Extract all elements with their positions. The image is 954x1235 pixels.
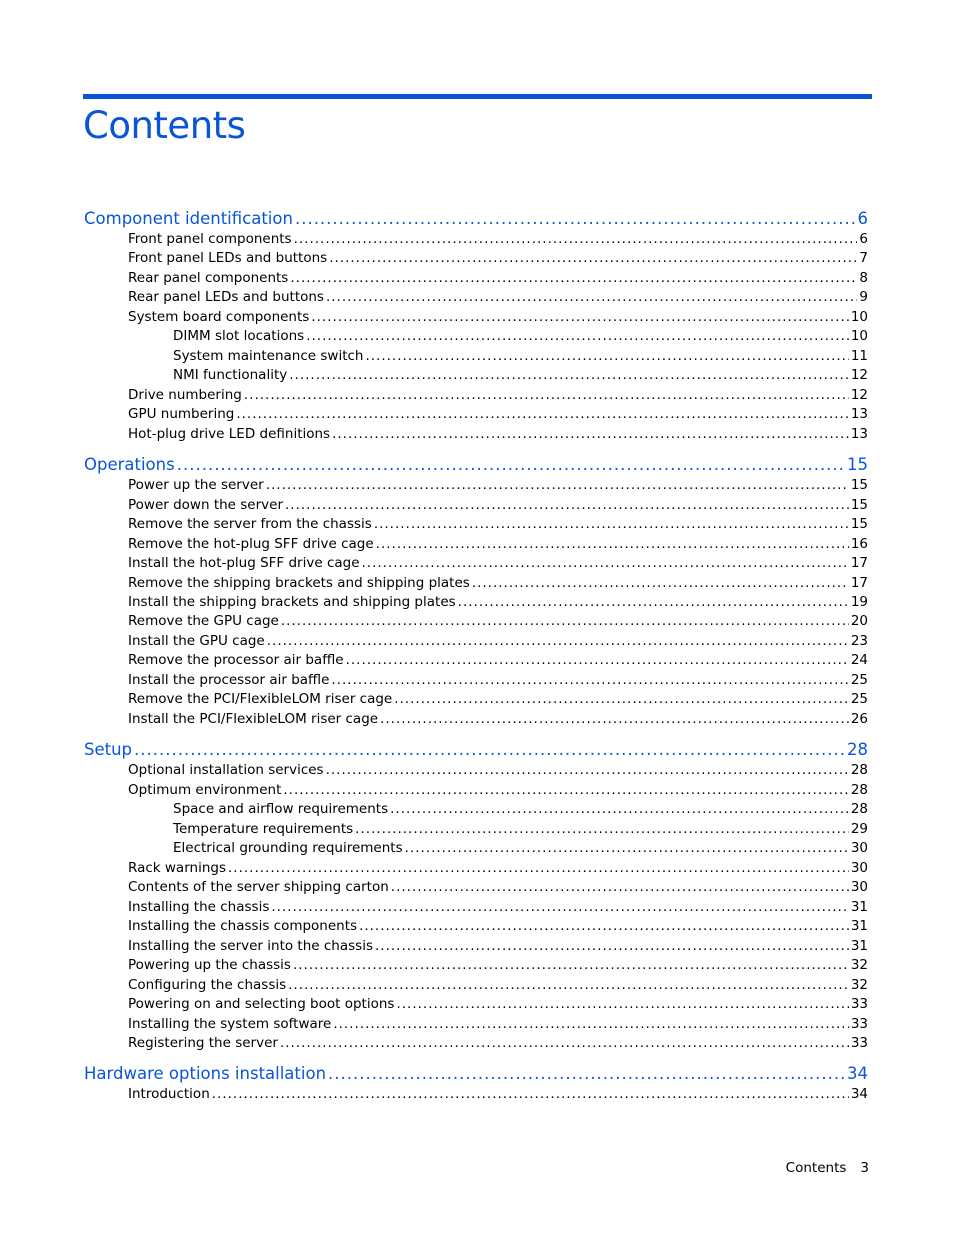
toc-section-entry[interactable] [128, 859, 868, 875]
toc-section-entry[interactable] [128, 269, 868, 285]
toc-entry-label: DIMM slot locations [173, 327, 305, 344]
toc-entry-page-number: 17 [850, 554, 868, 571]
toc-dot-leader [295, 211, 856, 228]
page-title: Contents [83, 104, 246, 147]
toc-subsection-entry[interactable] [173, 820, 868, 836]
toc-entry-label: Install the hot-plug SFF drive cage [128, 554, 360, 571]
page-footer [786, 1160, 869, 1176]
toc-dot-leader [331, 674, 848, 688]
toc-dot-leader [346, 654, 849, 668]
toc-dot-leader [326, 764, 849, 778]
toc-section-entry[interactable] [128, 1015, 868, 1031]
toc-entry-page-number: 28 [850, 761, 868, 778]
toc-dot-leader [244, 389, 849, 403]
toc-chapter-entry[interactable] [84, 1063, 868, 1082]
toc-entry-page-number: 33 [850, 995, 868, 1012]
toc-dot-leader [396, 998, 848, 1012]
toc-entry-page-number: 6 [857, 208, 868, 228]
toc-entry-page-number: 33 [850, 1034, 868, 1051]
toc-entry-label: Rear panel LEDs and buttons [128, 288, 324, 305]
toc-dot-leader [365, 350, 848, 364]
toc-dot-leader [212, 1088, 849, 1102]
toc-section-entry[interactable] [128, 1034, 868, 1050]
toc-dot-leader [311, 311, 848, 325]
toc-entry-page-number: 15 [850, 496, 868, 513]
toc-entry-page-number: 15 [850, 476, 868, 493]
toc-section-entry[interactable] [128, 249, 868, 265]
toc-dot-leader [332, 428, 849, 442]
toc-section-entry[interactable] [128, 937, 868, 953]
toc-section-entry[interactable] [128, 956, 868, 972]
toc-entry-page-number: 13 [850, 405, 868, 422]
toc-dot-leader [281, 615, 849, 629]
toc-section-entry[interactable] [128, 496, 868, 512]
toc-entry-page-number: 30 [850, 878, 868, 895]
toc-entry-page-number: 12 [850, 366, 868, 383]
toc-subsection-entry[interactable] [173, 366, 868, 382]
toc-dot-leader [236, 408, 848, 422]
toc-entry-page-number: 10 [850, 308, 868, 325]
toc-entry-page-number: 6 [859, 230, 868, 247]
toc-entry-label: Electrical grounding requirements [173, 839, 403, 856]
toc-entry-page-number: 32 [850, 976, 868, 993]
toc-dot-leader [228, 862, 849, 876]
toc-entry-page-number: 16 [850, 535, 868, 552]
toc-entry-label: Component identification [84, 208, 293, 228]
toc-section-entry[interactable] [128, 288, 868, 304]
toc-entry-label: Install the shipping brackets and shipping plates [128, 593, 456, 610]
toc-entry-page-number: 32 [850, 956, 868, 973]
toc-entry-page-number: 13 [850, 425, 868, 442]
toc-section-entry[interactable] [128, 690, 868, 706]
toc-entry-label: Hot-plug drive LED definitions [128, 425, 331, 442]
toc-entry-label: Remove the server from the chassis [128, 515, 372, 532]
toc-entry-label: Optional installation services [128, 761, 324, 778]
toc-entry-label: Install the GPU cage [128, 632, 265, 649]
toc-subsection-entry[interactable] [173, 347, 868, 363]
toc-dot-leader [267, 635, 849, 649]
toc-section-entry[interactable] [128, 476, 868, 492]
toc-dot-leader [355, 823, 849, 837]
toc-section-entry[interactable] [128, 554, 868, 570]
toc-dot-leader [359, 920, 849, 934]
toc-dot-leader [394, 693, 849, 707]
toc-entry-page-number: 11 [850, 347, 868, 364]
toc-subsection-entry[interactable] [173, 327, 868, 343]
toc-dot-leader [285, 499, 849, 513]
toc-dot-leader [177, 457, 845, 474]
toc-section-entry[interactable] [128, 1085, 868, 1101]
toc-entry-label: Temperature requirements [173, 820, 354, 837]
toc-entry-page-number: 20 [850, 612, 868, 629]
toc-dot-leader [472, 577, 849, 591]
toc-entry-label: Rear panel components [128, 269, 289, 286]
toc-section-entry[interactable] [128, 898, 868, 914]
toc-entry-label: Installing the chassis [128, 898, 270, 915]
toc-dot-leader [266, 479, 849, 493]
toc-entry-label: Powering up the chassis [128, 956, 291, 973]
toc-entry-label: Power up the server [128, 476, 264, 493]
toc-dot-leader [289, 369, 849, 383]
toc-entry-label: Powering on and selecting boot options [128, 995, 395, 1012]
toc-entry-page-number: 30 [850, 859, 868, 876]
toc-dot-leader [458, 596, 849, 610]
toc-entry-label: Configuring the chassis [128, 976, 287, 993]
toc-entry-page-number: 19 [850, 593, 868, 610]
toc-section-entry[interactable] [128, 976, 868, 992]
toc-entry-page-number: 26 [850, 710, 868, 727]
toc-entry-label: System board components [128, 308, 310, 325]
toc-chapter-entry[interactable] [84, 454, 868, 473]
toc-entry-label: Installing the system software [128, 1015, 332, 1032]
toc-entry-label: Space and airflow requirements [173, 800, 389, 817]
toc-entry-label: Hardware options installation [84, 1063, 327, 1083]
toc-section-entry[interactable] [128, 593, 868, 609]
toc-dot-leader [405, 842, 849, 856]
toc-entry-page-number: 28 [847, 739, 868, 759]
toc-entry-label: Installing the chassis components [128, 917, 358, 934]
toc-entry-label: Contents of the server shipping carton [128, 878, 389, 895]
toc-section-entry[interactable] [128, 917, 868, 933]
toc-entry-label: Front panel LEDs and buttons [128, 249, 328, 266]
toc-dot-leader [375, 940, 849, 954]
toc-entry-page-number: 31 [850, 937, 868, 954]
toc-subsection-entry[interactable] [173, 839, 868, 855]
toc-section-entry[interactable] [128, 995, 868, 1011]
toc-dot-leader [293, 959, 849, 973]
toc-entry-label: System maintenance switch [173, 347, 364, 364]
toc-section-entry[interactable] [128, 405, 868, 421]
toc-entry-page-number: 31 [850, 917, 868, 934]
toc-entry-page-number: 15 [850, 515, 868, 532]
toc-dot-leader [376, 538, 849, 552]
toc-dot-leader [326, 291, 857, 305]
toc-section-entry[interactable] [128, 761, 868, 777]
toc-dot-leader [280, 1037, 849, 1051]
toc-section-entry[interactable] [128, 878, 868, 894]
toc-entry-page-number: 7 [859, 249, 868, 266]
toc-entry-page-number: 29 [850, 820, 868, 837]
toc-entry-page-number: 25 [850, 671, 868, 688]
toc-entry-page-number: 8 [859, 269, 868, 286]
toc-dot-leader [290, 272, 857, 286]
toc-entry-label: Setup [84, 739, 133, 759]
toc-dot-leader [391, 881, 849, 895]
toc-entry-page-number: 34 [850, 1085, 868, 1102]
toc-entry-label: GPU numbering [128, 405, 235, 422]
toc-dot-leader [328, 1066, 845, 1083]
toc-entry-label: Front panel components [128, 230, 292, 247]
toc-entry-page-number: 28 [850, 781, 868, 798]
toc-section-entry[interactable] [128, 574, 868, 590]
toc-entry-label: Optimum environment [128, 781, 282, 798]
footer-page-number: 3 [860, 1160, 869, 1176]
toc-entry-label: NMI functionality [173, 366, 288, 383]
toc-entry-label: Install the processor air baffle [128, 671, 330, 688]
toc-section-entry[interactable] [128, 710, 868, 726]
toc-entry-label: Introduction [128, 1085, 210, 1102]
toc-section-entry[interactable] [128, 632, 868, 648]
toc-entry-label: Remove the GPU cage [128, 612, 279, 629]
toc-entry-label: Installing the server into the chassis [128, 937, 373, 954]
title-rule [83, 94, 872, 99]
toc-entry-page-number: 25 [850, 690, 868, 707]
toc-section-entry[interactable] [128, 651, 868, 667]
toc-section-entry[interactable] [128, 308, 868, 324]
toc-section-entry[interactable] [128, 230, 868, 246]
toc-entry-page-number: 24 [850, 651, 868, 668]
toc-entry-page-number: 15 [847, 454, 868, 474]
toc-dot-leader [390, 803, 849, 817]
toc-dot-leader [306, 330, 849, 344]
footer-section: Contents [785, 1160, 847, 1176]
toc-dot-leader [283, 784, 848, 798]
toc-section-entry[interactable] [128, 535, 868, 551]
toc-entry-label: Rack warnings [128, 859, 226, 876]
toc-entry-label: Operations [84, 454, 175, 474]
toc-entry-page-number: 33 [850, 1015, 868, 1032]
toc-chapter-entry[interactable] [84, 208, 868, 227]
toc-dot-leader [380, 713, 849, 727]
toc-entry-page-number: 23 [850, 632, 868, 649]
toc-subsection-entry[interactable] [173, 800, 868, 816]
toc-entry-label: Remove the shipping brackets and shipping plates [128, 574, 470, 591]
toc-section-entry[interactable] [128, 612, 868, 628]
toc-dot-leader [294, 233, 858, 247]
toc-entry-label: Registering the server [128, 1034, 278, 1051]
toc-section-entry[interactable] [128, 515, 868, 531]
toc-entry-page-number: 12 [850, 386, 868, 403]
toc-entry-page-number: 34 [847, 1063, 868, 1083]
toc-dot-leader [333, 1018, 848, 1032]
toc-entry-label: Remove the processor air baffle [128, 651, 344, 668]
toc-section-entry[interactable] [128, 781, 868, 797]
toc-entry-label: Power down the server [128, 496, 284, 513]
toc-entry-page-number: 31 [850, 898, 868, 915]
toc-entry-label: Install the PCI/FlexibleLOM riser cage [128, 710, 379, 727]
toc-section-entry[interactable] [128, 671, 868, 687]
toc-entry-label: Remove the hot-plug SFF drive cage [128, 535, 374, 552]
toc-entry-page-number: 10 [850, 327, 868, 344]
toc-entry-page-number: 9 [859, 288, 868, 305]
toc-dot-leader [374, 518, 849, 532]
toc-dot-leader [271, 901, 848, 915]
toc-entry-page-number: 28 [850, 800, 868, 817]
toc-section-entry[interactable] [128, 425, 868, 441]
toc-dot-leader [362, 557, 849, 571]
toc-entry-page-number: 30 [850, 839, 868, 856]
toc-chapter-entry[interactable] [84, 739, 868, 758]
toc-dot-leader [329, 252, 857, 266]
toc-entry-page-number: 17 [850, 574, 868, 591]
toc-entry-label: Drive numbering [128, 386, 242, 403]
toc-dot-leader [288, 979, 849, 993]
toc-section-entry[interactable] [128, 386, 868, 402]
toc-entry-label: Remove the PCI/FlexibleLOM riser cage [128, 690, 393, 707]
toc-dot-leader [134, 742, 845, 759]
